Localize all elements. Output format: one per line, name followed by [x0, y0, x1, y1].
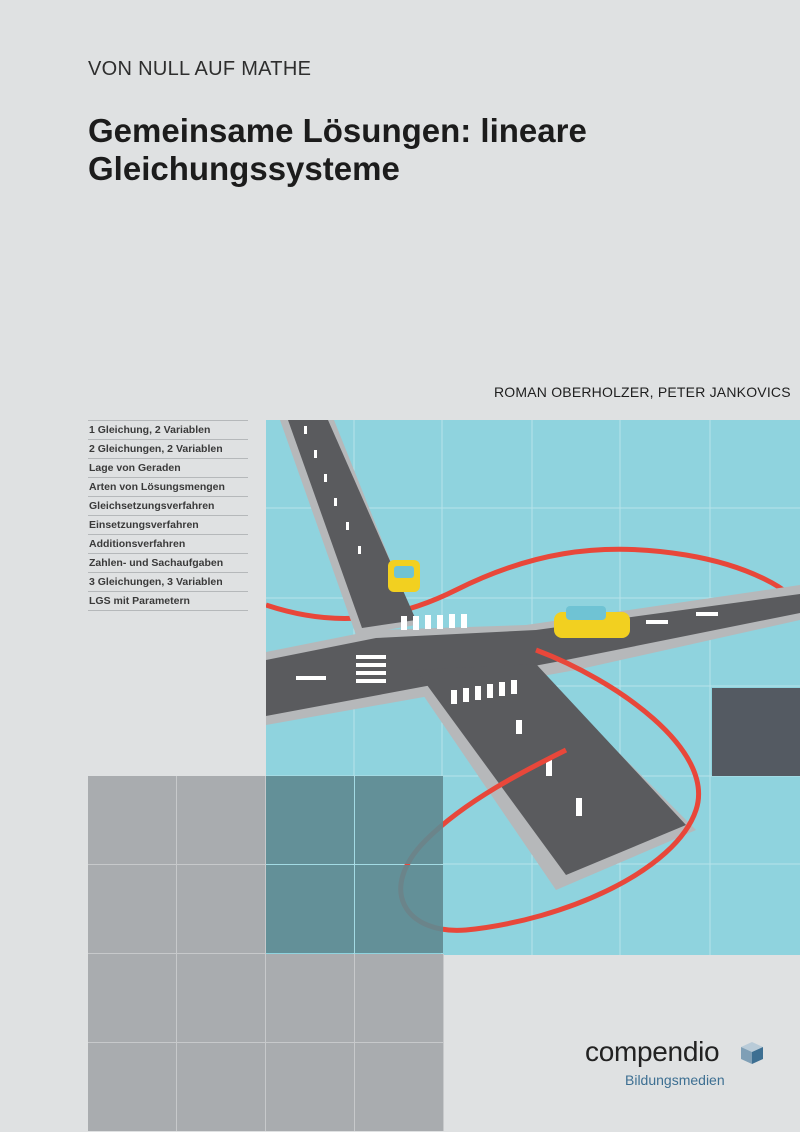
dark-square: [712, 688, 800, 776]
grey-square: [88, 954, 177, 1043]
topic-item: LGS mit Parametern: [88, 591, 248, 611]
grey-square: [266, 954, 355, 1043]
series-label: VON NULL AUF MATHE: [88, 58, 312, 80]
grey-square: [88, 1043, 177, 1131]
topic-item: Einsetzungsverfahren: [88, 515, 248, 534]
publisher-logo: [585, 1036, 775, 1088]
grey-square: [266, 1043, 355, 1131]
cube-logo-icon: [739, 1040, 765, 1066]
grey-square: [355, 954, 444, 1043]
topic-item: Additionsverfahren: [88, 534, 248, 553]
grey-square: [355, 1043, 444, 1131]
grey-square: [177, 865, 266, 954]
topic-item: Arten von Lösungsmengen: [88, 477, 248, 496]
car-left: [388, 560, 420, 592]
topic-list: [88, 420, 248, 611]
teal-square: [266, 865, 354, 953]
topic-item: 3 Gleichungen, 3 Variablen: [88, 572, 248, 591]
grey-square: [177, 1043, 266, 1131]
publisher-subtitle: Bildungsmedien: [625, 1072, 725, 1088]
topic-item: 2 Gleichungen, 2 Variablen: [88, 439, 248, 458]
book-title: Gemeinsame Lösungen: lineare Gleichungssysteme: [88, 112, 587, 187]
grey-square: [88, 865, 177, 954]
topic-item: Zahlen- und Sachaufgaben: [88, 553, 248, 572]
authors: ROMAN OBERHOLZER, PETER JANKOVICS: [494, 384, 791, 400]
topic-item: 1 Gleichung, 2 Variablen: [88, 420, 248, 439]
teal-square: [266, 776, 354, 864]
grey-square: [88, 776, 177, 865]
topic-item: Gleichsetzungsverfahren: [88, 496, 248, 515]
grey-square: [177, 776, 266, 865]
grey-square: [177, 954, 266, 1043]
publisher-name: compendio: [585, 1036, 720, 1067]
topic-item: Lage von Geraden: [88, 458, 248, 477]
teal-square: [355, 865, 443, 953]
teal-square: [355, 776, 443, 864]
